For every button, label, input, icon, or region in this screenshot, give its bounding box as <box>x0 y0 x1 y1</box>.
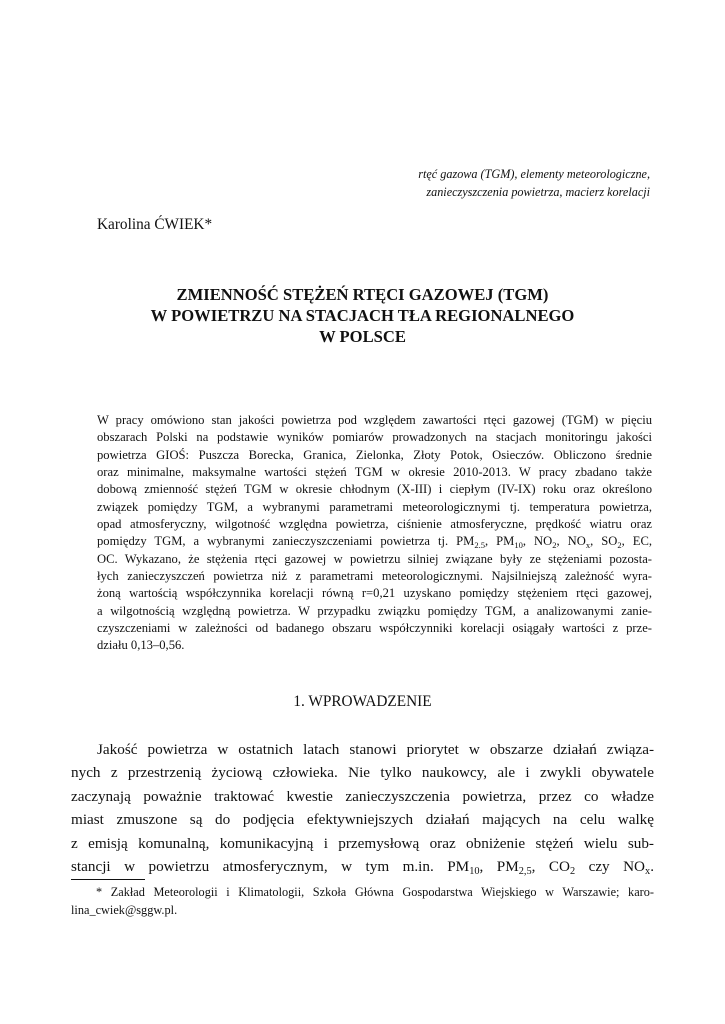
abstract-line: powietrza GIOŚ: Puszcza Borecka, Granica, Zielonka, Złoty Potok, Osieczów. Obliczono średnie <box>97 447 652 462</box>
text-run: , EC, <box>621 534 652 549</box>
keywords <box>250 165 650 201</box>
abstract-line: oraz minimalne, maksymalne wartości stężeń TGM w okresie 2010-2013. W pracy zbadano także <box>97 465 652 480</box>
subscript: 2,5 <box>518 866 532 878</box>
subscript: 10 <box>514 539 523 550</box>
paper-title <box>70 284 655 347</box>
text-run: , PM <box>479 858 519 876</box>
subscript: x <box>645 866 651 878</box>
keywords-line-2: zanieczyszczenia powietrza, macierz korelacji <box>426 185 650 199</box>
abstract-line: żoną wartością współczynnika korelacji równą r=0,21 uzyskano pomiędzy stężeniem rtęci gazowej, <box>97 586 652 601</box>
abstract-line: łych zanieczyszczeń powietrza niż z parametrami meteorologicznymi. Najsilniejszą zależność wyra- <box>97 569 652 584</box>
abstract-line: działu 0,13–0,56. <box>97 638 185 653</box>
abstract-line: a wilgotnością względną powietrza. W przypadku związku pomiędzy TGM, a analizowanymi zanie- <box>97 603 652 618</box>
title-line-3: W POLSCE <box>319 327 406 346</box>
subscript: 2 <box>569 866 576 878</box>
footnote-divider <box>71 879 145 880</box>
abstract-line: opad atmosferyczny, wilgotność względna powietrza, ciśnienie atmosferyczne, prędkość wiatru oraz <box>97 517 652 532</box>
text-run: . <box>650 858 654 876</box>
section-heading: 1. WPROWADZENIE <box>293 693 432 710</box>
abstract-line: OC. Wykazano, że stężenia rtęci gazowej w powietrzu silniej związane były ze stężeniami pozosta- <box>97 551 652 566</box>
abstract-line: czyszczeniami w zależności od badanego obszaru współczynniki korelacji osiągały wartości z prze- <box>97 621 652 636</box>
text-run: , NO <box>522 534 553 549</box>
text-run: czy NO <box>575 858 646 876</box>
text-run: , CO <box>531 858 570 876</box>
body-line: nych z przestrzenią życiową człowieka. Nie tylko naukowcy, ale i zwykli obywatele <box>71 764 654 782</box>
subscript: 10 <box>469 866 480 878</box>
subscript: 2.5 <box>474 539 486 550</box>
abstract-line-pollutants <box>97 533 652 550</box>
text-run: , PM <box>485 534 515 549</box>
text-run: , NO <box>556 534 586 549</box>
text-run: pomiędzy TGM, a wybranymi zanieczyszczeniami powietrza tj. PM <box>97 534 475 549</box>
abstract-line: związek pomiędzy TGM, a wybranymi parametrami meteorologicznymi tj. temperatura powietrza, <box>97 499 652 514</box>
body-line-pollutants <box>71 855 654 878</box>
abstract-line: obszarach Polski na podstawie wyników pomiarów prowadzonych na stacjach monitoringu jakości <box>97 430 652 445</box>
body-paragraph <box>71 738 654 878</box>
subscript: 2 <box>617 539 622 550</box>
author-name: Karolina ĆWIEK* <box>97 216 213 233</box>
body-line: miast zmuszone są do podjęcia efektywniejszych działań mających na celu walkę <box>71 811 654 829</box>
text-run: stancji w powietrzu atmosferycznym, w tym m.in. PM <box>71 858 470 876</box>
title-line-1: ZMIENNOŚĆ STĘŻEŃ RTĘCI GAZOWEJ (TGM) <box>176 285 549 304</box>
body-line: Jakość powietrza w ostatnich latach stanowi priorytet w obszarze działań związa- <box>97 741 654 758</box>
subscript: x <box>585 539 591 550</box>
footnote-line: * Zakład Meteorologii i Klimatologii, Szkoła Główna Gospodarstwa Wiejskiego w Warszawie; karo- <box>96 885 654 899</box>
abstract-line: dobową zmienność stężeń TGM w okresie chłodnym (X-III) i ciepłym (IV-IX) roku oraz określono <box>97 482 652 497</box>
subscript: 2 <box>552 539 557 550</box>
footnote <box>71 883 654 919</box>
abstract <box>97 412 652 655</box>
title-line-2: W POWIETRZU NA STACJACH TŁA REGIONALNEGO <box>150 306 575 325</box>
footnote-line: lina_cwiek@sggw.pl. <box>71 903 178 917</box>
body-line: zaczynają poważnie traktować kwestie zanieczyszczenia powietrza, przez co władze <box>71 787 654 805</box>
keywords-line-1: rtęć gazowa (TGM), elementy meteorologiczne, <box>418 167 650 181</box>
text-run: , SO <box>590 534 618 549</box>
abstract-line: W pracy omówiono stan jakości powietrza pod względem zawartości rtęci gazowej (TGM) w pięciu <box>97 413 652 427</box>
body-line: z emisją komunalną, komunikacyjną i przemysłową oraz obniżenie stężeń wielu sub- <box>71 834 654 852</box>
